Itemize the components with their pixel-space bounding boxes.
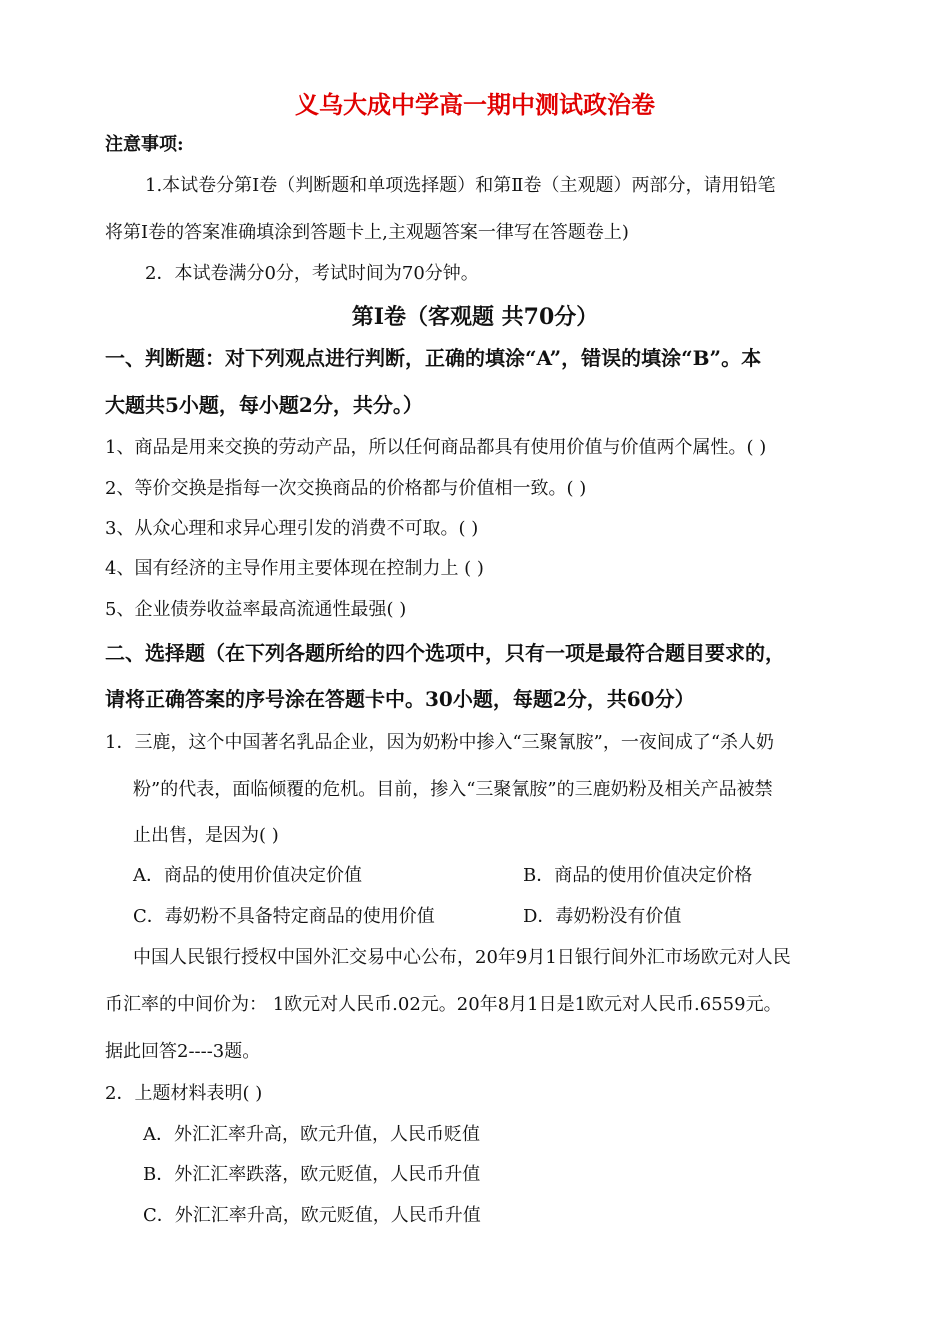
notice-heading: 注意事项: — [105, 134, 184, 155]
material-line-2: 币汇率的中间价为： 1欧元对人民币.02元。20年8月1日是1欧元对人民币.6559元。 — [105, 994, 782, 1015]
notice-item-1-line-1: 1.本试卷分第Ⅰ卷（判断题和单项选择题）和第Ⅱ卷（主观题）两部分，请用铅笔 — [145, 175, 776, 196]
exam-title: 义乌大成中学高一期中测试政治卷 — [295, 90, 655, 119]
judgment-item-1: 1、商品是用来交换的劳动产品，所以任何商品都具有使用价值与价值两个属性。( ) — [105, 437, 767, 458]
question-1-option-c: C．毒奶粉不具备特定商品的使用价值 — [133, 906, 435, 927]
question-1-line-2: 粉”的代表，面临倾覆的危机。目前，掺入“三聚氰胺”的三鹿奶粉及相关产品被禁 — [133, 779, 773, 800]
section-1-title: 第Ⅰ卷（客观题 共70分） — [351, 304, 599, 330]
question-2-option-b: B．外汇汇率跌落，欧元贬值，人民币升值 — [143, 1164, 481, 1185]
notice-item-1-line-2: 将第Ⅰ卷的答案准确填涂到答题卡上,主观题答案一律写在答题卷上) — [105, 222, 629, 243]
question-1-option-a: A．商品的使用价值决定价值 — [133, 865, 362, 886]
part-1-heading-line-2: 大题共5小题，每小题2分，共分。） — [105, 393, 423, 417]
question-1-option-b: B．商品的使用价值决定价格 — [523, 865, 753, 886]
part-2-heading-line-1: 二、选择题（在下列各题所给的四个选项中，只有一项是最符合题目要求的， — [105, 641, 785, 665]
material-line-1: 中国人民银行授权中国外汇交易中心公布，20年9月1日银行间外汇市场欧元对人民 — [133, 947, 791, 968]
question-1-option-d: D．毒奶粉没有价值 — [523, 906, 682, 927]
question-2-option-a: A．外汇汇率升高，欧元升值，人民币贬值 — [143, 1124, 480, 1145]
part-2-heading-line-2: 请将正确答案的序号涂在答题卡中。30小题，每题2分，共60分） — [105, 687, 695, 711]
notice-item-2: 2．本试卷满分0分，考试时间为70分钟。 — [145, 263, 479, 284]
judgment-item-3: 3、从众心理和求异心理引发的消费不可取。( ) — [105, 518, 479, 539]
question-1-line-3: 止出售，是因为( ) — [133, 825, 279, 846]
question-2-stem: 2．上题材料表明( ) — [105, 1083, 263, 1104]
judgment-item-2: 2、等价交换是指每一次交换商品的价格都与价值相一致。( ) — [105, 478, 587, 499]
material-line-3: 据此回答2----3题。 — [105, 1041, 261, 1062]
judgment-item-4: 4、国有经济的主导作用主要体现在控制力上 ( ) — [105, 558, 484, 579]
part-1-heading-line-1: 一、判断题：对下列观点进行判断，正确的填涂“A”，错误的填涂“B”。本 — [105, 346, 762, 370]
question-2-option-c: C．外汇汇率升高，欧元贬值，人民币升值 — [143, 1205, 481, 1226]
question-1-line-1: 1．三鹿，这个中国著名乳品企业，因为奶粉中掺入“三聚氰胺”，一夜间成了“杀人奶 — [105, 732, 775, 753]
judgment-item-5: 5、企业债券收益率最高流通性最强( ) — [105, 599, 407, 620]
